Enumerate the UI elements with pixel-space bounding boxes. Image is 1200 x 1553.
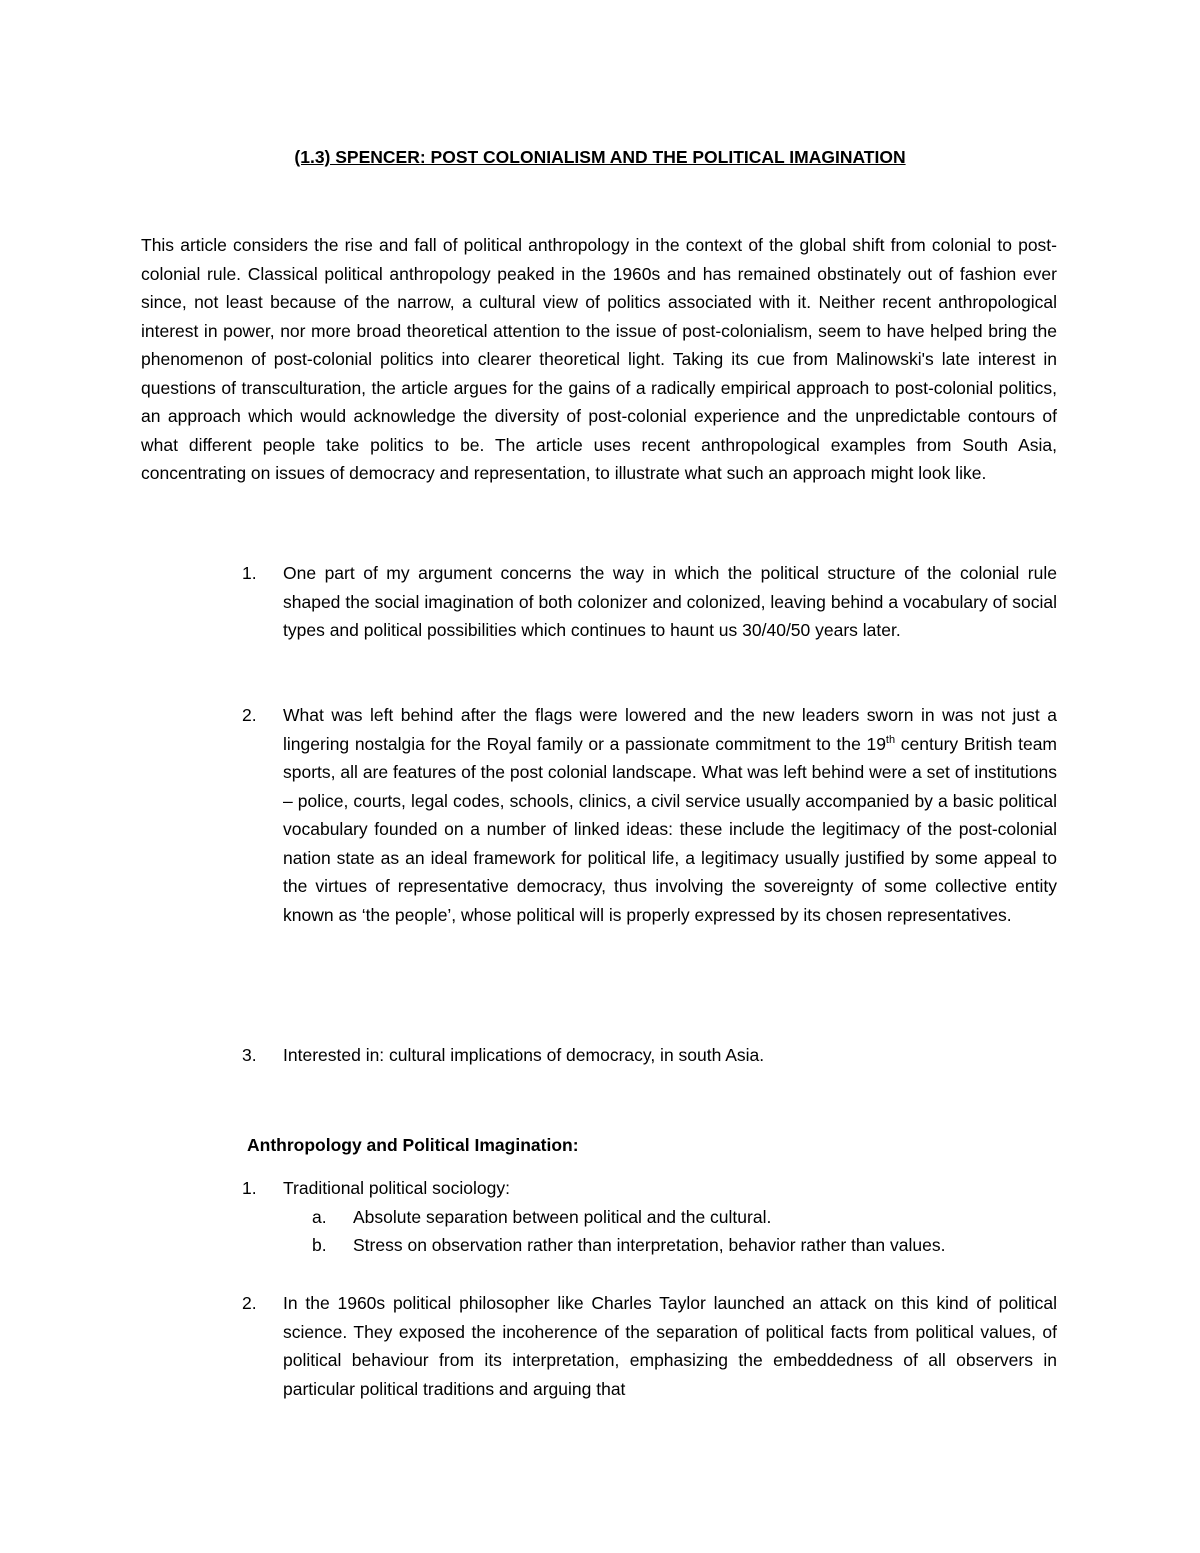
section-item-1 bbox=[242, 1174, 1057, 1203]
list-number: 1. bbox=[242, 563, 257, 583]
subitem-a bbox=[312, 1203, 1072, 1232]
document-title: (1.3) SPENCER: POST COLONIALISM AND THE POLITICAL IMAGINATION bbox=[294, 147, 906, 167]
list-item bbox=[242, 559, 1057, 645]
list-text: Interested in: cultural implications of democracy, in south Asia. bbox=[283, 1045, 765, 1065]
sub-list-letter: a. bbox=[312, 1207, 327, 1227]
list-text: In the 1960s political philosopher like Charles Taylor launched an attack on this kind of political science. They exposed the incoherence of the separation of political facts from political values, of political behaviour from its interpretation, emphasizing the embeddedness of all observers in particular political traditions and arguing that bbox=[283, 1293, 1057, 1399]
list-item bbox=[242, 701, 1057, 929]
list-text-before-superscript: What was left behind after the flags were lowered and the new leaders sworn in was not just a lingering nostalgia for the Royal family or a passionate commitment to the 19 bbox=[283, 705, 1057, 754]
argument-point-2 bbox=[242, 701, 1057, 929]
argument-point-1 bbox=[242, 559, 1057, 645]
section-item-2 bbox=[242, 1289, 1057, 1403]
list-number: 1. bbox=[242, 1178, 257, 1198]
sub-list-letter: b. bbox=[312, 1235, 327, 1255]
list-text: Traditional political sociology: bbox=[283, 1178, 510, 1198]
list-text-after-superscript: century British team sports, all are features of the post colonial landscape. What was left behind were a set of institutions – police, courts, legal codes, schools, clinics, a civil service usually accompanied by a basic political vocabulary founded on a number of linked ideas: these include the legitimacy of the post-colonial nation state as an ideal framework for political life, a legitimacy usually justified by some appeal to the virtues of representative democracy, thus involving the sovereignty of some collective entity known as ‘the people’, whose political will is properly expressed by its chosen representatives. bbox=[283, 733, 1057, 925]
list-item bbox=[242, 1289, 1057, 1403]
list-item bbox=[242, 1041, 1057, 1070]
ordinal-superscript: th bbox=[885, 733, 896, 746]
list-number: 3. bbox=[242, 1045, 257, 1065]
intro-paragraph: This article considers the rise and fall of political anthropology in the context of the global shift from colonial to post-colonial rule. Classical political anthropology peaked in the 1960s and has remained obstinately out of fashion ever since, not least because of the narrow, a cultural view of politics associated with it. Neither recent anthropological interest in power, nor more broad theoretical attention to the issue of post-colonialism, seem to have helped bring the phenomenon of post-colonial politics into clearer theoretical light. Taking its cue from Malinowski's late interest in questions of transculturation, the article argues for the gains of a radically empirical approach to post-colonial politics, an approach which would acknowledge the diversity of post-colonial experience and the unpredictable contours of what different people take politics to be. The article uses recent anthropological examples from South Asia, concentrating on issues of democracy and representation, to illustrate what such an approach might look like. bbox=[141, 235, 1057, 483]
section-heading: Anthropology and Political Imagination: bbox=[247, 1135, 579, 1155]
list-number: 2. bbox=[242, 705, 257, 725]
argument-point-3 bbox=[242, 1041, 1057, 1070]
list-number: 2. bbox=[242, 1293, 257, 1313]
list-item bbox=[242, 1174, 1057, 1203]
sub-list-text: Absolute separation between political and the cultural. bbox=[353, 1207, 772, 1227]
sub-list-item bbox=[312, 1231, 1072, 1260]
sub-list-item bbox=[312, 1203, 1072, 1232]
sub-list-text: Stress on observation rather than interpretation, behavior rather than values. bbox=[353, 1235, 946, 1255]
subitem-b bbox=[312, 1231, 1072, 1260]
list-text: One part of my argument concerns the way in which the political structure of the colonial rule shaped the social imagination of both colonizer and colonized, leaving behind a vocabulary of social types and political possibilities which continues to haunt us 30/40/50 years later. bbox=[283, 563, 1057, 640]
